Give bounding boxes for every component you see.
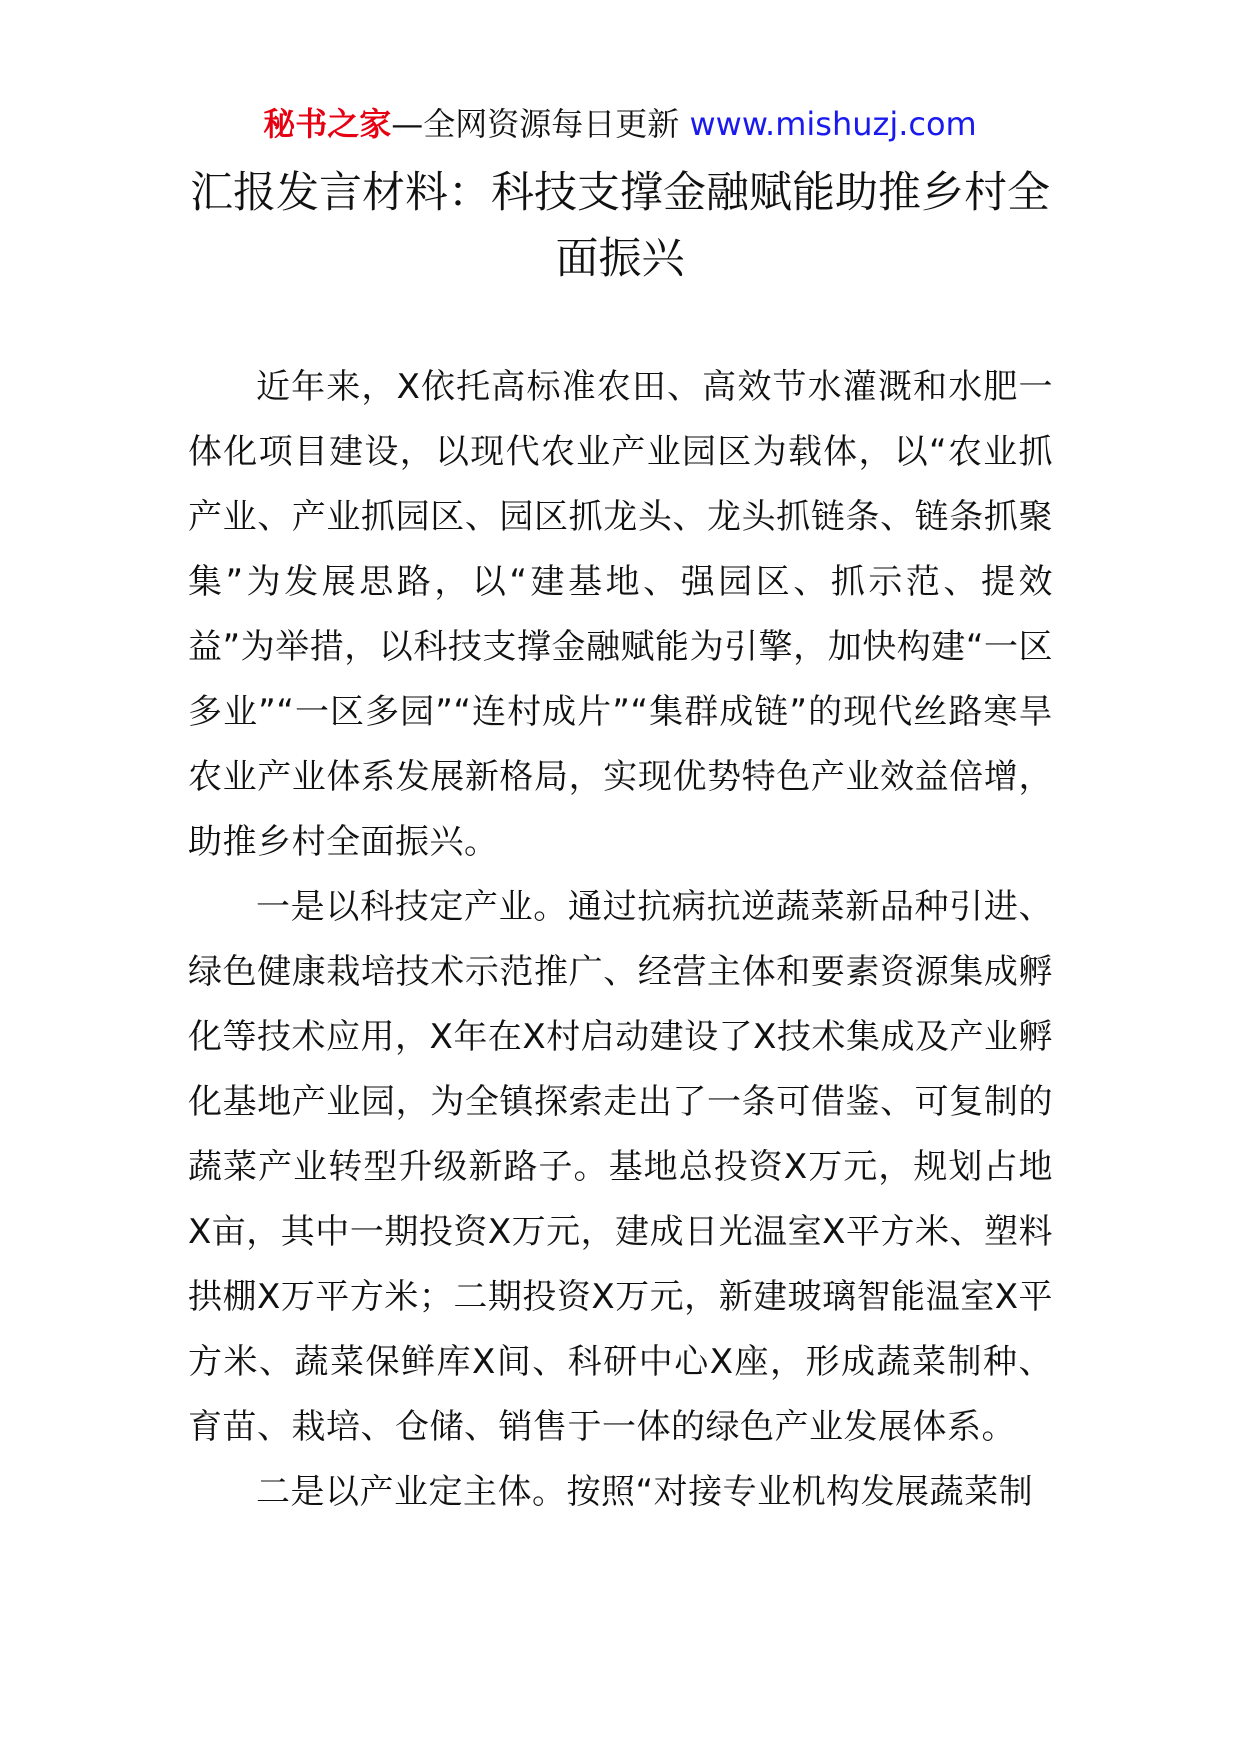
document-title: 汇报发言材料：科技支撑金融赋能助推乡村全面振兴 xyxy=(190,168,1050,284)
paragraph-section-1: 一是以科技定产业。通过抗病抗逆蔬菜新品种引进、绿色健康栽培技术示范推广、经营主体和要素资源集成孵化等技术应用，X年在X村启动建设了X技术集成及产业孵化基地产业园，为全镇探索走出了一条可借鉴、可复制的蔬菜产业转型升级新路子。基地总投资X万元，规划占地X亩，其中一期投资X万元，建成日光温室X平方米、塑料拱棚X万平方米；二期投资X万元，新建玻璃智能温室X平方米、蔬菜保鲜库X间、科研中心X座，形成蔬菜制种、育苗、栽培、仓储、销售于一体的绿色产业发展体系。 xyxy=(188,887,1053,1447)
document-body xyxy=(188,355,1053,1525)
site-header xyxy=(0,100,1240,148)
site-slogan: —全网资源每日更新 xyxy=(391,105,680,143)
site-url-link[interactable]: www.mishuzj.com xyxy=(689,105,977,143)
site-brand: 秘书之家 xyxy=(263,105,392,143)
paragraph-section-2: 二是以产业定主体。按照“对接专业机构发展蔬菜制 xyxy=(256,1472,1034,1512)
paragraph-intro: 近年来，X依托高标准农田、高效节水灌溉和水肥一体化项目建设，以现代农业产业园区为载体，以“农业抓产业、产业抓园区、园区抓龙头、龙头抓链条、链条抓聚集”为发展思路，以“建基地、强园区、抓示范、提效益”为举措，以科技支撑金融赋能为引擎，加快构建“一区多业”“一区多园”“连村成片”“集群成链”的现代丝路寒旱农业产业体系发展新格局，实现优势特色产业效益倍增，助推乡村全面振兴。 xyxy=(188,367,1053,862)
